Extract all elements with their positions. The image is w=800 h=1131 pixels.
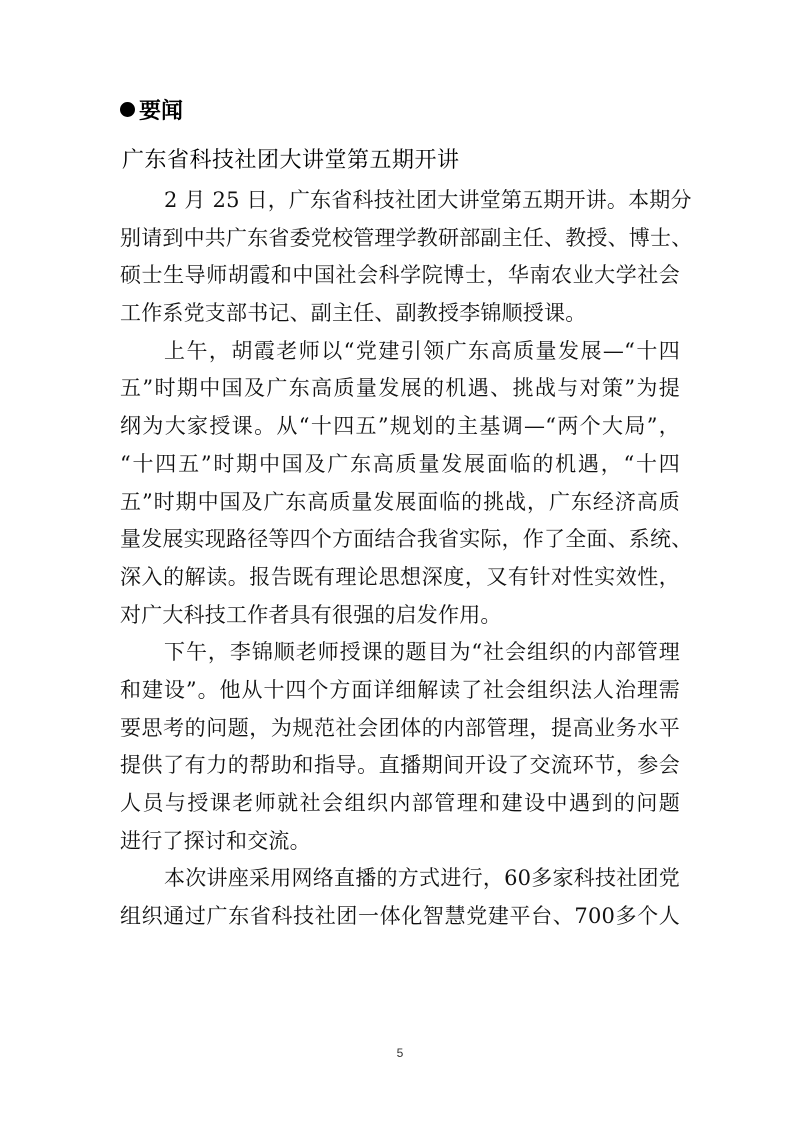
- paragraph: [120, 333, 693, 635]
- article-title: 广东省科技社团大讲堂第五期开讲: [122, 148, 460, 173]
- text-line: 2 月 25 日，广东省科技社团大讲堂第五期开讲。本期分: [164, 188, 692, 212]
- text-line: 五”时期中国及广东高质量发展面临的挑战，广东经济高质: [120, 489, 680, 514]
- text-line: 进行了探讨和交流。: [120, 828, 311, 853]
- paragraph: [120, 634, 680, 860]
- text-line: 五”时期中国及广东高质量发展的机遇、挑战与对策”为提: [120, 376, 680, 401]
- text-line: 和建设”。他从十四个方面详细解读了社会组织法人治理需: [120, 677, 680, 702]
- section-label: 要闻: [139, 99, 184, 124]
- text-line: 工作系党支部书记、副主任、副教授李锦顺授课。: [120, 301, 587, 326]
- page-number: 5: [396, 1046, 404, 1060]
- text-line: 深入的解读。报告既有理论思想深度，又有针对性实效性，: [120, 564, 680, 589]
- text-line: 组织通过广东省科技社团一体化智慧党建平台、700多个人: [120, 904, 680, 929]
- text-line: 对广大科技工作者具有很强的启发作用。: [120, 602, 502, 627]
- text-line: 提供了有力的帮助和指导。直播期间开设了交流环节，参会: [120, 753, 680, 778]
- text-line: 上午，胡霞老师以“党建引领广东高质量发展—“十四: [164, 338, 680, 363]
- bullet-icon: [120, 102, 135, 117]
- section-heading: [120, 96, 183, 128]
- text-line: 要思考的问题，为规范社会团体的内部管理，提高业务水平: [120, 715, 680, 740]
- paragraph: [120, 182, 693, 333]
- text-line: 硕士生导师胡霞和中国社会科学院博士，华南农业大学社会: [120, 263, 680, 288]
- paragraph: [120, 860, 680, 935]
- text-line: 下午，李锦顺老师授课的题目为“社会组织的内部管理: [164, 640, 680, 665]
- text-line: “十四五”时期中国及广东高质量发展面临的机遇，“十四: [120, 451, 680, 476]
- text-line: 别请到中共广东省委党校管理学教研部副主任、教授、博士、: [120, 225, 693, 250]
- article-body: [120, 182, 693, 936]
- text-line: 本次讲座采用网络直播的方式进行，60多家科技社团党: [164, 866, 680, 891]
- text-line: 人员与授课老师就社会组织内部管理和建设中遇到的问题: [120, 791, 680, 815]
- text-line: 量发展实现路径等四个方面结合我省实际，作了全面、系统、: [120, 527, 693, 552]
- text-line: 纲为大家授课。从“十四五”规划的主基调—“两个大局”，: [120, 414, 680, 439]
